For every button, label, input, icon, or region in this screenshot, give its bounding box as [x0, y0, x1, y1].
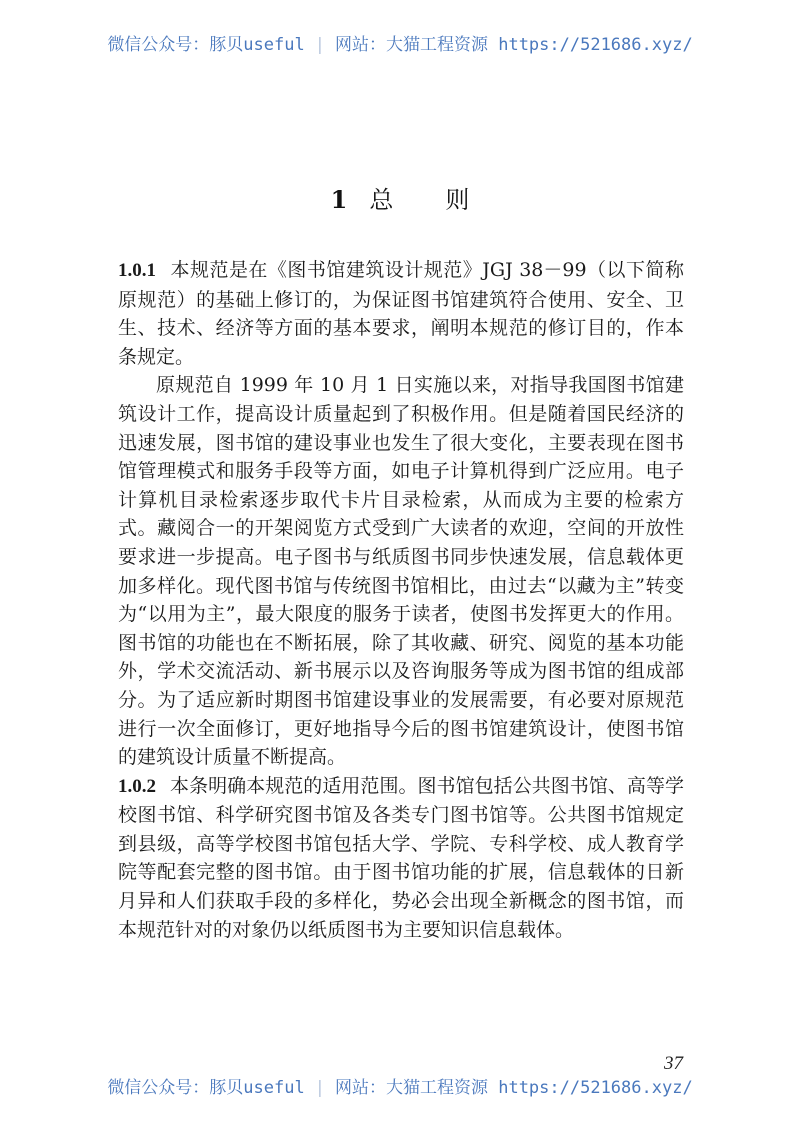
watermark-wechat-text: 微信公众号：豚贝useful	[107, 1078, 305, 1098]
explanation-paragraph: 原规范自 1999 年 10 月 1 日实施以来，对指导我国图书馆建筑设计工作，提高设计质量起到了积极作用。但是随着国民经济的迅速发展，图书馆的建设事业也发生了很大变化，主要表现在图书馆管理模式和服务手段等方面，如电子计算机得到广泛应用。电子计算机目录检索逐步取代卡片目录检索，从而成为主要的检索方式。藏阅合一的开架阅览方式受到广大读者的欢迎，空间的开放性要求进一步提高。电子图书与纸质图书同步快速发展，信息载体更加多样化。现代图书馆与传统图书馆相比，由过去“以藏为主”转变为“以用为主”，最大限度的服务于读者，使图书发挥更大的作用。图书馆的功能也在不断拓展，除了其收藏、研究、阅览的基本功能外，学术交流活动、新书展示以及咨询服务等成为图书馆的组成部分。为了适应新时期图书馆建设事业的发展需要，有必要对原规范进行一次全面修订，更好地指导今后的图书馆建筑设计，使图书馆的建筑设计质量不断提高。	[118, 374, 684, 769]
clause-text: 本规范是在《图书馆建筑设计规范》JGJ 38－99（以下简称原规范）的基础上修订的，为保证图书馆建筑符合使用、安全、卫生、技术、经济等方面的基本要求，阐明本规范的修订目的，作本条规定。	[118, 259, 684, 368]
header-watermark	[0, 30, 800, 55]
watermark-separator: |	[314, 1078, 325, 1098]
chapter-title-char-2: 则	[445, 186, 470, 214]
page-number: 37	[664, 1053, 683, 1074]
watermark-website-text: 网站：大猫工程资源 https://521686.xyz/	[334, 35, 693, 55]
clause-paragraph	[118, 772, 684, 945]
clause-paragraph	[118, 256, 684, 371]
clause-number: 1.0.2	[118, 775, 156, 797]
document-body	[118, 256, 684, 944]
footer-watermark	[0, 1073, 800, 1098]
watermark-website-text: 网站：大猫工程资源 https://521686.xyz/	[334, 1078, 693, 1098]
clause-number: 1.0.1	[118, 260, 156, 281]
chapter-number: 1	[330, 185, 348, 214]
watermark-separator: |	[314, 35, 325, 55]
chapter-title	[0, 180, 800, 215]
chapter-title-char-1: 总	[369, 186, 394, 214]
clause-text: 本条明确本规范的适用范围。图书馆包括公共图书馆、高等学校图书馆、科学研究图书馆及各类专门图书馆等。公共图书馆规定到县级，高等学校图书馆包括大学、学院、专科学校、成人教育学院等配套完整的图书馆。由于图书馆功能的扩展，信息载体的日新月异和人们获取手段的多样化，势必会出现全新概念的图书馆，而本规范针对的对象仍以纸质图书为主要知识信息载体。	[118, 774, 684, 941]
watermark-wechat-text: 微信公众号：豚贝useful	[107, 35, 305, 55]
